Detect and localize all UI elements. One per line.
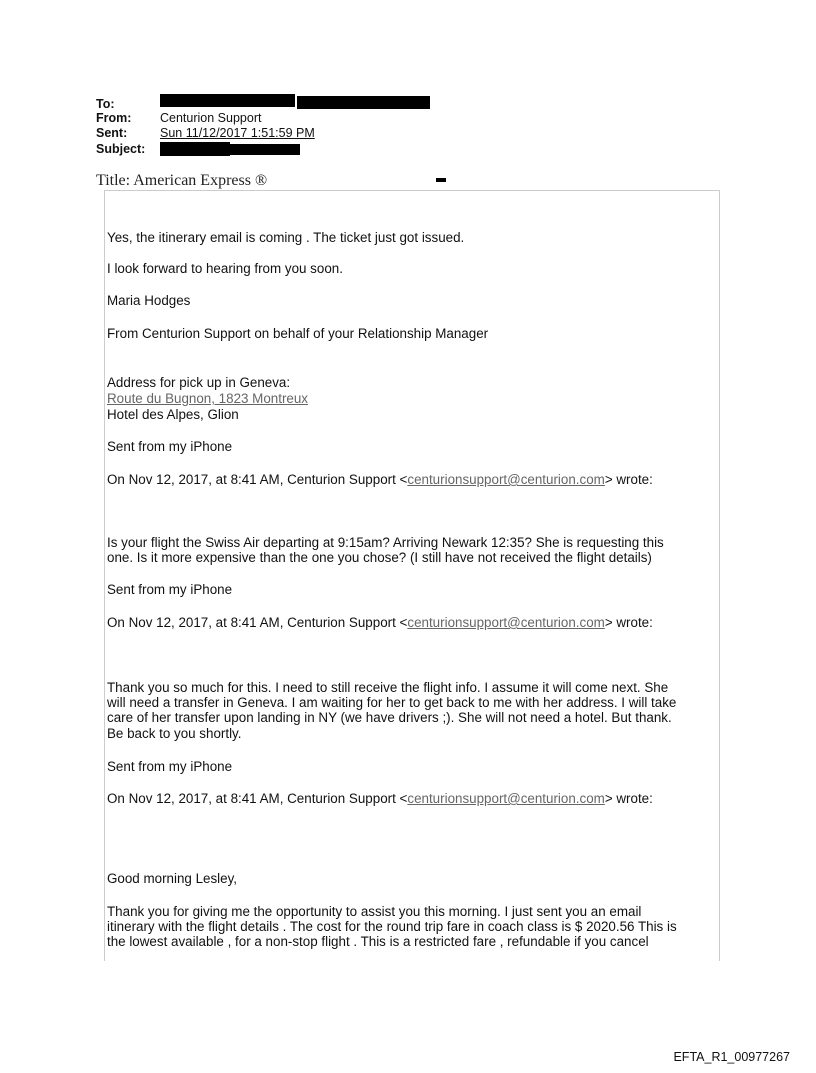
redacted-to-block-1 (160, 94, 295, 107)
quote-header-2-prefix: On Nov 12, 2017, at 8:41 AM, Centurion Support < (107, 615, 408, 630)
quote-header-3-email-link[interactable]: centurionsupport@centurion.com (407, 791, 605, 806)
thanks-line-4: Be back to you shortly. (107, 726, 242, 741)
greeting: Good morning Lesley, (107, 871, 238, 886)
quote-header-1-prefix: On Nov 12, 2017, at 8:41 AM, Centurion Support < (107, 472, 408, 487)
thanks-line-2: will need a transfer in Geneva. I am waiting for her to get back to me with her address. I will take (107, 695, 677, 710)
signature-name: Maria Hodges (107, 293, 191, 308)
sent-from-iphone-1: Sent from my iPhone (107, 439, 233, 454)
quote-header-3-prefix: On Nov 12, 2017, at 8:41 AM, Centurion Support < (107, 791, 408, 806)
signature-line: From Centurion Support on behalf of your Relationship Manager (107, 326, 489, 341)
sent-from-iphone-2: Sent from my iPhone (107, 582, 233, 597)
flight-question-line-1: Is your flight the Swiss Air departing at 9:15am? Arriving Newark 12:35? She is requesting this (107, 535, 664, 550)
sent-value: Sun 11/12/2017 1:51:59 PM (160, 126, 315, 140)
redacted-subject-block-1 (160, 142, 230, 156)
sent-from-iphone-3: Sent from my iPhone (107, 759, 233, 774)
final-line-3: the lowest available , for a non-stop flight . This is a restricted fare , refundable if you cancel (107, 934, 649, 949)
to-label: To: (96, 97, 115, 111)
quote-header-2-email-link[interactable]: centurionsupport@centurion.com (407, 615, 605, 630)
from-value: Centurion Support (160, 111, 262, 125)
document-id: EFTA_R1_00977267 (673, 1050, 790, 1064)
subject-label: Subject: (96, 142, 146, 156)
redaction-mark (436, 178, 446, 182)
quote-header-1-suffix: > wrote: (604, 472, 653, 487)
final-line-1: Thank you for giving me the opportunity to assist you this morning. I just sent you an email (107, 904, 642, 919)
quote-header-2 (107, 616, 712, 631)
quote-header-1 (107, 473, 712, 488)
sent-label: Sent: (96, 126, 128, 140)
final-line-2: itinerary with the flight details . The cost for the round trip fare in coach class is $ 2020.56 This is (107, 919, 677, 934)
quote-header-3 (107, 792, 712, 807)
address-link-row (107, 392, 712, 407)
flight-question-line-2: one. Is it more expensive than the one you chose? (I still have not received the flight details) (107, 550, 652, 565)
redacted-to-block-2 (297, 96, 430, 109)
thanks-line-1: Thank you so much for this. I need to still receive the flight info. I assume it will come next. She (107, 680, 669, 695)
quote-header-2-suffix: > wrote: (604, 615, 653, 630)
body-paragraph-2: I look forward to hearing from you soon. (107, 261, 343, 276)
address-hotel: Hotel des Alpes, Glion (107, 407, 239, 422)
thanks-line-3: care of her transfer upon landing in NY (we have drivers ;). She will not need a hotel. But thank. (107, 710, 672, 725)
redacted-subject-block-2 (230, 144, 300, 155)
address-link[interactable]: Route du Bugnon, 1823 Montreux (107, 391, 309, 406)
quote-header-1-email-link[interactable]: centurionsupport@centurion.com (407, 472, 605, 487)
body-paragraph-1: Yes, the itinerary email is coming . The ticket just got issued. (107, 230, 465, 245)
quote-header-3-suffix: > wrote: (604, 791, 653, 806)
address-heading: Address for pick up in Geneva: (107, 375, 291, 390)
email-title: Title: American Express ® (96, 172, 268, 189)
from-label: From: (96, 111, 132, 125)
